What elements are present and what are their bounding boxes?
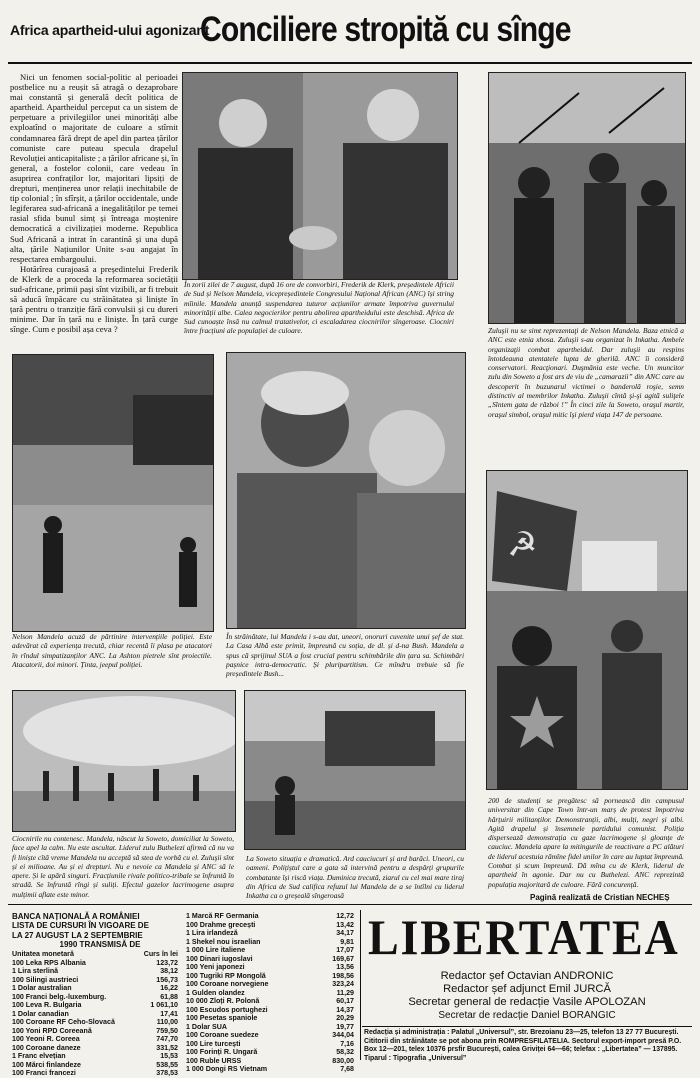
- currency-unit: 100 Escudos portughezi: [186, 1005, 268, 1014]
- currency-unit: 100 Coroane norvegiene: [186, 980, 269, 988]
- currency-unit: 100 Franci francezi: [12, 1069, 76, 1077]
- photo-mandela-bush: [226, 352, 466, 629]
- currency-unit: 100 Coroane daneze: [12, 1043, 81, 1052]
- intro-text: [10, 72, 178, 334]
- currency-unit: 100 Tugriki RP Mongolă: [186, 971, 266, 980]
- currency-unit: 100 Mărci finlandeze: [12, 1060, 81, 1069]
- currency-unit: 10 000 Zloți R. Polonă: [186, 997, 260, 1005]
- photo-tear-gas: [12, 690, 236, 832]
- currency-rate: 11,29: [336, 988, 354, 997]
- currency-unit: 100 Dinari iugoslavi: [186, 954, 253, 963]
- currency-row: [12, 1035, 178, 1044]
- currency-row: [12, 984, 178, 993]
- currency-title-line: LA 27 AUGUST LA 2 SEPTEMBRIE: [12, 930, 143, 940]
- currency-rate: 747,70: [156, 1035, 178, 1043]
- currency-right-column: [186, 912, 354, 1074]
- footer-rule: [362, 1026, 692, 1027]
- caption-mandela-bush: În străinătate, lui Mandela i s-au dat, uneori, onoruri cuvenite unui șef de stat. La Casa Albă este primit, împreună cu soția, de dl. și d-na Bush. Mandela a spus că sprijinul SUA a fost crucial pentru schimbările din țara sa. Schimbări pașnice intra-democratic. Și pluripartitism. Ce mîndru trebuie să fie președintele Bush...: [226, 632, 464, 679]
- mandela-bush-illustration: [227, 353, 465, 628]
- headline: Conciliere stropită cu sînge: [200, 10, 571, 49]
- currency-rate: 123,72: [156, 958, 178, 967]
- staff-line: Secretar de redacție Daniel BORANGIC: [438, 1010, 616, 1021]
- currency-row: [186, 1031, 354, 1040]
- caption-demonstration: 200 de studenți se pregătesc să pornească din campusul universitar din Cape Town într-un marș de protest împotriva hărțuirii militanților. Demonstranții, albi, mulți, negri și albi. Agită drapelul și însemnele partidului comunist. Poliția dispersează demonstrația cu gaze lacrimogene și gloanțe de cauciuc. Mandela apare la mitingurile de reactivare a PC alături de liderul acestuia rămîne fidel unilor în care au luptat împreună. Combat și scum împreună. Dă mîna cu de Klerk, liderul de apartheid în agonie. Dar nu cu Buthelezi. ANC reprezintă populația majoritară de culoare. Fără concurență.: [488, 796, 684, 889]
- currency-row: [186, 1065, 354, 1074]
- photo-soweto: [244, 690, 466, 850]
- publisher-footer: Redacția și administrația : Palatul „Universul”, str. Brezoianu 23—25, telefon 13 27 77 București. Cititorii din străinătate se pot abona prin ROMPRESFILATELIA. Sectorul export-import presă P.O. Box 12—201, telex 10376 prsfir București, calea Griviței 64—66; telefax : „Libertatea” — 137895. Tiparul : Tipografia „Universul”: [364, 1029, 682, 1062]
- currency-unit: 1 Dolar canadian: [12, 1009, 69, 1018]
- demonstration-illustration: [487, 471, 687, 789]
- currency-rate: 19,77: [336, 1022, 354, 1031]
- currency-unit: 100 Yeoni R. Coreea: [12, 1035, 80, 1043]
- currency-row: [186, 1014, 354, 1023]
- currency-row: [186, 1057, 354, 1066]
- caption-handshake: În zorii zilei de 7 august, după 16 ore de convorbiri, Frederik de Klerk, președintele Africii de Sud și Nelson Mandela, vicepreședintele Congresului Național African (ANC) își string mîinile. Mandela anunță suspendarea tuturor acțiunilor armate împotriva guvernului minorității albe. Calea negocierilor pentru abolirea apartheidului este deschisă. Africa de Sud cunoaște însă nu calmul tratativelor, ci escaladarea ciocnirilor sîngeroase. Ciocniri între fracțiuni ale populației de culoare.: [184, 280, 454, 336]
- currency-title-line: LISTA DE CURSURI ÎN VIGOARE DE: [12, 921, 149, 931]
- currency-unit: 1 Gulden olandez: [186, 988, 245, 997]
- currency-rate: 20,29: [336, 1014, 354, 1022]
- currency-row: [186, 1040, 354, 1049]
- currency-row: [186, 997, 354, 1006]
- currency-row: [186, 1023, 354, 1032]
- page-credit: Pagină realizată de Cristian NECHEȘ: [530, 893, 670, 902]
- tear-gas-illustration: [13, 691, 235, 831]
- currency-row: [186, 963, 354, 972]
- currency-unit: 1 Dolar australian: [12, 984, 72, 992]
- currency-rate: 198,56: [332, 971, 354, 980]
- currency-rate: 759,50: [156, 1026, 178, 1035]
- currency-rate: 331,52: [156, 1043, 178, 1052]
- currency-unit: 1 000 Lire italiene: [186, 946, 246, 954]
- currency-row: [186, 972, 354, 981]
- currency-rate: 7,16: [340, 1039, 354, 1048]
- masthead-divider: [360, 910, 361, 1060]
- currency-unit: 100 Yeni japonezi: [186, 963, 245, 971]
- currency-unit: 1 Franc elvețian: [12, 1052, 66, 1060]
- caption-tear-gas: Ciocnirile nu contenesc. Mandela, născut la Soweto, domiciliat la Soweto, face apel la calm. Nu este ascultat. Liderul zulu Buthelezi afirmă că nu va fi liniște cîtă vreme Mandela nu acceptă să stea de vorbă cu el. Zuluşii sînt și ei milioane. Au și ei drepturi. Nu e nevoie ca Mandela și ANC să le apere. Și le apără singuri. Fracțiunile rivale politico-tribale se înfruntă în stradă. Se înfruntă rîngi și suliți. Efectul gazelor lacrimogene asupra mulțimii aflate este minor.: [12, 834, 234, 899]
- currency-row: [12, 967, 178, 976]
- zulu-warriors-illustration: [489, 73, 685, 323]
- currency-header: [12, 950, 178, 959]
- header-rule: [8, 62, 692, 64]
- staff-line: Secretar general de redacție Vasile APOLOZAN: [408, 996, 646, 1008]
- currency-rate: 13,42: [336, 920, 354, 929]
- currency-unit: 100 Ruble URSS: [186, 1056, 242, 1065]
- currency-rate: 61,88: [160, 992, 178, 1001]
- currency-rate: 60,17: [336, 997, 354, 1005]
- currency-rate: 12,72: [336, 912, 354, 920]
- currency-rate: 538,55: [156, 1060, 178, 1069]
- currency-rate: 169,67: [332, 954, 354, 963]
- currency-rate: 14,37: [336, 1005, 354, 1014]
- intro-paragraph-2: Hotărîrea curajoasă a președintelui Frederik de Klerk de a proceda la reformarea societății sud-africane, primii pași sînt vizibili, ar fi trebuit să aducă împăcare cu străinătatea și liniște în țară pentru o tranziție fără convulsii și cu dureri minime. Dar în țară nu e liniște. În țară curge sînge. Cum e posibil așa ceva ?: [10, 263, 178, 335]
- intro-paragraph-1: Nici un fenomen social-politic al perioadei postbelice nu a reușit să atragă o dezaprobare mai constantă și generală decît politica de apartheid. Apartheidul perceput ca un sistem de perpetuare a privilegiilor unei minorități albe exploatînd o majoritate de culoare a stîrnit condamnarea fără drept de apel din partea țărilor comuniste care puteau specula drapelul Revoluției anticapitaliste ; a țărilor africane și, în general, a fostelor colonii, care vedeau în asuprirea confraților lor, majoritari lipsiți de drepturi, menținerea unor relații inechitabile de tip colonial ; în sfîrșit, a țărilor occidentale, unde legiferarea sud-africană a inegalităților pe temei rasial sfida bunul simț și întreaga moștenire democratică a civilizației moderne. Republica Sud Africană a intrat în carantină și una după alta, țările Națiunilor Unite s-au angajat în respectarea embargoului.: [10, 72, 178, 264]
- currency-rate: 34,17: [336, 929, 354, 937]
- currency-unit: 100 Leva R. Bulgaria: [12, 1001, 82, 1009]
- currency-unit: 100 Coroane suedeze: [186, 1031, 259, 1039]
- currency-row: [12, 1027, 178, 1036]
- caption-police: Nelson Mandela acuză de părtinire intervențiile poliției. Este adevărat că experiența trecută, chiar recentă îi plasa pe atacatori în rîndul simpatizanților ANC. La Ashton pietrele sînt proiectile. Atacatorii, doi minori. Ținta, jeepul poliției.: [12, 632, 212, 669]
- currency-unit: 100 Yoni RPD Coreeană: [12, 1026, 92, 1035]
- currency-rate: 17,41: [160, 1009, 178, 1018]
- caption-zulu: Zuluşii nu se simt reprezentaţi de Nelson Mandela. Baza etnică a ANC este etnia xhosa. Zuluşii s-au organizat în Inkatha. Ambele organizaţii combat apartheidul. Dar zuluşii au respins întotdeauna atentatele lupta de gherilă. ANC îi consideră conservatori. Reacţionari. Duşmănia este veche. Un muncitor zulu din Soweto a fost ars de viu de „camarazii” din ANC care au descoperit în buzunarul victimei o banderolă roşie, semn distinctiv al membrilor Inkatha. Zuluşii cîntă şi-şi agită suliţele „Sîntem gata de război !” În cinci zile la Soweto, oraşul martir, oraşul simbol, oraşul mitic îşi pierd viaţa 147 de persoane.: [488, 326, 684, 419]
- currency-row: [186, 955, 354, 964]
- currency-unit: 1 000 Dongi RS Vietnam: [186, 1065, 268, 1073]
- currency-row: [12, 1052, 178, 1061]
- currency-unit: 1 Shekel nou israelian: [186, 937, 261, 946]
- currency-unit: 100 Lire turcești: [186, 1039, 241, 1048]
- caption-soweto: La Soweto situația e dramatică. Ard cauciucuri și ard barăci. Uneori, cu oameni. Polițiștul care a gata să intervină pentru a despărți grupurile combatante își riscă viața. Duminica trecută, ziarul cu cel mai mare tiraj din Africa de Sud califica refuzul lui Mandela de a se întîlni cu liderul Inkatha ca o greșeală sîngeroasă: [246, 854, 464, 901]
- currency-row: [186, 938, 354, 947]
- currency-title-line: BANCA NAȚIONALĂ A ROMÂNIEI: [12, 912, 140, 921]
- currency-row: [186, 989, 354, 998]
- currency-rate: 323,24: [332, 980, 354, 988]
- currency-row: [186, 912, 354, 921]
- currency-row: [12, 993, 178, 1002]
- currency-rate: 38,12: [160, 967, 178, 975]
- currency-rate: 58,32: [336, 1048, 354, 1056]
- currency-unit: 1 Lira sterlină: [12, 967, 59, 975]
- currency-row: [186, 1048, 354, 1057]
- currency-unit: 100 Coroane RF Ceho-Slovacă: [12, 1018, 115, 1026]
- currency-rate: 156,73: [156, 975, 178, 984]
- currency-unit: 100 Drahme grecești: [186, 920, 256, 929]
- police-jeep-illustration: [13, 355, 213, 631]
- currency-title: [12, 912, 188, 950]
- currency-unit: 100 Forinți R. Ungară: [186, 1048, 258, 1056]
- currency-row: [12, 1010, 178, 1019]
- currency-rate: 378,53: [156, 1069, 178, 1077]
- handshake-illustration: [183, 73, 457, 279]
- currency-row: [12, 1069, 178, 1078]
- currency-row: [186, 1006, 354, 1015]
- currency-row: [12, 1044, 178, 1053]
- currency-row: [12, 1001, 178, 1010]
- currency-row: [12, 976, 178, 985]
- currency-rate: 830,00: [332, 1056, 354, 1065]
- currency-unit: 100 Leka RPS Albania: [12, 958, 86, 967]
- staff-line: Redactor șef adjunct Emil JURCĂ: [443, 983, 611, 995]
- currency-row: [12, 959, 178, 968]
- currency-rate: 9,81: [340, 937, 354, 946]
- currency-unit: 1 Marcă RF Germania: [186, 912, 259, 920]
- bottom-rule: [8, 904, 692, 905]
- currency-title-line: 1990 TRANSMISĂ DE: [59, 940, 141, 950]
- soweto-illustration: [245, 691, 465, 849]
- currency-row: [186, 980, 354, 989]
- currency-rate: 344,04: [332, 1031, 354, 1039]
- currency-rate: 110,00: [156, 1018, 178, 1026]
- currency-unit: 100 Pesetas spaniole: [186, 1014, 258, 1022]
- currency-rate: 15,53: [160, 1052, 178, 1060]
- masthead-title: LIBERTATEA: [368, 909, 680, 965]
- currency-left-column: [12, 950, 178, 1078]
- currency-rate: 7,68: [340, 1065, 354, 1073]
- currency-row: [186, 946, 354, 955]
- currency-rate: 13,56: [336, 963, 354, 971]
- currency-unit: 100 Franci belg.-luxemburg.: [12, 992, 107, 1001]
- kicker: Africa apartheid-ului agonizant: [10, 22, 210, 38]
- currency-rate: 1 061,10: [150, 1001, 178, 1009]
- currency-row: [186, 929, 354, 938]
- svg-text:☭: ☭: [507, 526, 538, 564]
- currency-rate: 16,22: [160, 984, 178, 992]
- photo-police-jeep: [12, 354, 214, 632]
- currency-row: [186, 921, 354, 930]
- currency-unit: 100 Silingi austrieci: [12, 975, 79, 984]
- currency-unit: 1 Lira irlandeză: [186, 929, 238, 937]
- photo-handshake: [182, 72, 458, 280]
- staff-line: Redactor șef Octavian ANDRONIC: [440, 970, 614, 982]
- photo-demonstration: [486, 470, 688, 790]
- currency-row: [12, 1018, 178, 1027]
- photo-zulu-warriors: [488, 72, 686, 324]
- staff-box: [362, 970, 692, 1022]
- currency-rate: 17,07: [336, 946, 354, 954]
- header-rate: Curs în lei: [143, 950, 178, 958]
- currency-unit: 1 Dolar SUA: [186, 1022, 227, 1031]
- header-unit: Unitatea monetară: [12, 950, 74, 958]
